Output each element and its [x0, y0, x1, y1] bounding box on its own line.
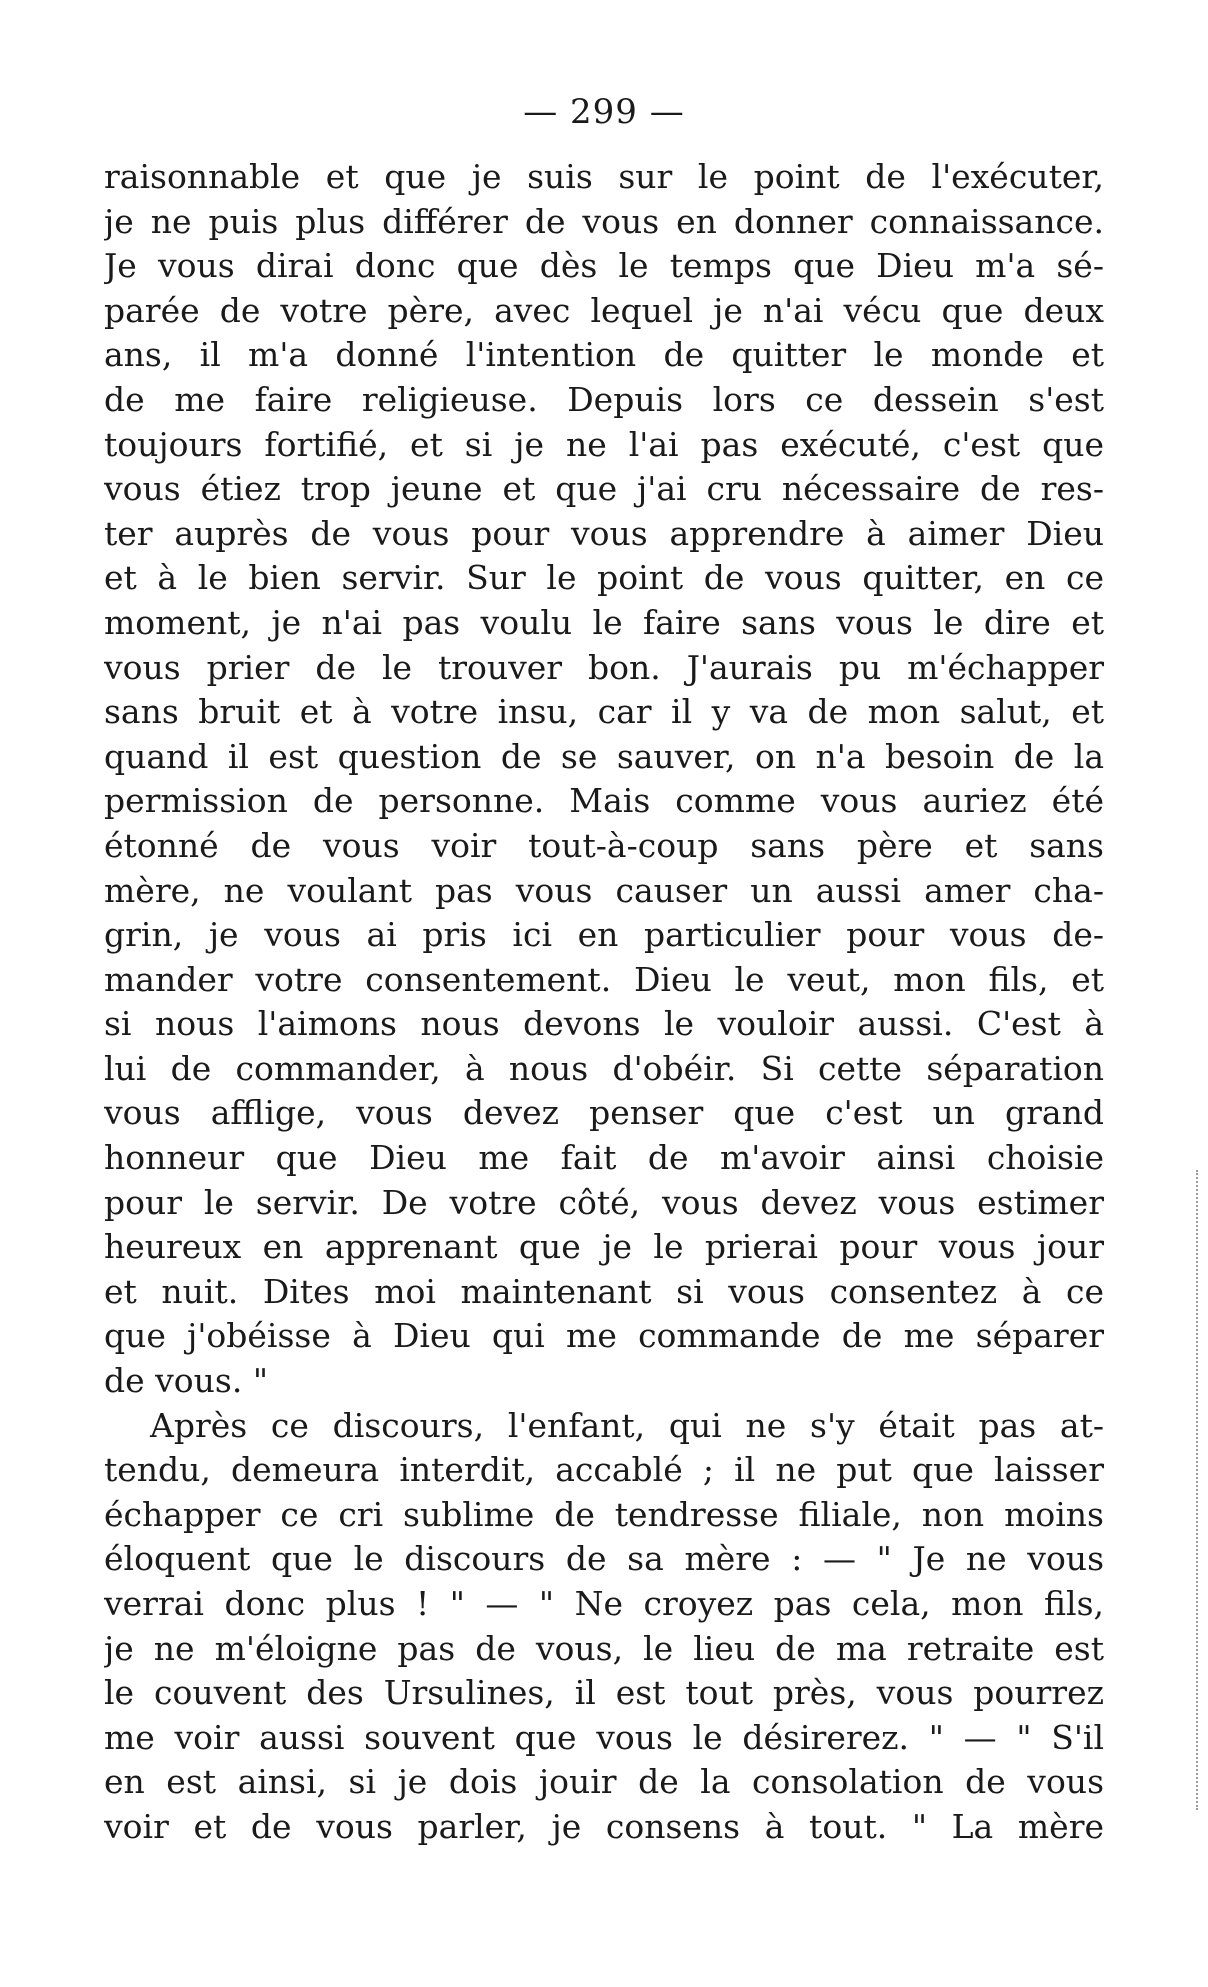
- text-line: mander votre consentement. Dieu le veut, mon fils, et: [104, 959, 1104, 999]
- text-line: étonné de vous voir tout-à-coup sans père et sans: [104, 825, 1104, 865]
- text-line: heureux en apprenant que je le prierai pour vous jour: [104, 1227, 1104, 1267]
- margin-dotted-rule: [1196, 1170, 1198, 1810]
- text-line: vous afflige, vous devez penser que c'est un grand: [104, 1093, 1104, 1133]
- text-line: lui de commander, à nous d'obéir. Si cette séparation: [104, 1048, 1104, 1088]
- text-line: mère, ne voulant pas vous causer un aussi amer cha-: [104, 870, 1104, 910]
- text-line: Après ce discours, l'enfant, qui ne s'y était pas at-: [150, 1405, 1104, 1445]
- text-line: en est ainsi, si je dois jouir de la consolation de vous: [104, 1762, 1104, 1802]
- text-line: honneur que Dieu me fait de m'avoir ainsi choisie: [104, 1138, 1104, 1178]
- text-line: ans, il m'a donné l'intention de quitter le monde et: [104, 335, 1104, 375]
- text-line: échapper ce cri sublime de tendresse filiale, non moins: [104, 1494, 1104, 1534]
- text-line: raisonnable et que je suis sur le point de l'exécuter,: [104, 157, 1104, 196]
- text-line: je ne m'éloigne pas de vous, le lieu de ma retraite est: [104, 1628, 1104, 1668]
- text-line: permission de personne. Mais comme vous auriez été: [104, 781, 1104, 821]
- text-line: grin, je vous ai pris ici en particulier pour vous de-: [104, 915, 1104, 955]
- text-line: Je vous dirai donc que dès le temps que Dieu m'a sé-: [104, 246, 1104, 286]
- text-line: me voir aussi souvent que vous le désirerez. " — " S'il: [104, 1717, 1104, 1757]
- text-line: et nuit. Dites moi maintenant si vous consentez à ce: [104, 1271, 1104, 1311]
- text-line: vous étiez trop jeune et que j'ai cru nécessaire de res-: [104, 469, 1104, 509]
- text-line: toujours fortifié, et si je ne l'ai pas exécuté, c'est que: [104, 424, 1104, 464]
- text-line: ter auprès de vous pour vous apprendre à aimer Dieu: [104, 513, 1104, 553]
- body-text: [104, 155, 1104, 1850]
- text-line: vous prier de le trouver bon. J'aurais pu m'échapper: [104, 647, 1104, 687]
- text-line: et à le bien servir. Sur le point de vous quitter, en ce: [104, 558, 1104, 598]
- text-line: que j'obéisse à Dieu qui me commande de me séparer: [104, 1316, 1104, 1356]
- text-line: de vous. ": [104, 1361, 269, 1401]
- text-line: verrai donc plus ! " — " Ne croyez pas cela, mon fils,: [104, 1584, 1104, 1623]
- text-line: sans bruit et à votre insu, car il y va de mon salut, et: [104, 692, 1104, 732]
- text-line: tendu, demeura interdit, accablé ; il ne put que laisser: [104, 1450, 1104, 1490]
- text-line: éloquent que le discours de sa mère : — " Je ne vous: [104, 1539, 1104, 1579]
- text-line: quand il est question de se sauver, on n'a besoin de la: [104, 736, 1104, 776]
- text-line: je ne puis plus différer de vous en donner connaissance.: [104, 201, 1104, 241]
- text-line: parée de votre père, avec lequel je n'ai vécu que deux: [104, 290, 1104, 330]
- text-line: voir et de vous parler, je consens à tout. " La mère: [104, 1806, 1104, 1846]
- text-line: pour le servir. De votre côté, vous devez vous estimer: [104, 1182, 1104, 1222]
- text-line: si nous l'aimons nous devons le vouloir aussi. C'est à: [104, 1004, 1104, 1044]
- text-line: moment, je n'ai pas voulu le faire sans vous le dire et: [104, 602, 1104, 642]
- page-number: — 299 —: [523, 92, 685, 132]
- text-line: de me faire religieuse. Depuis lors ce dessein s'est: [104, 379, 1104, 419]
- text-line: le couvent des Ursulines, il est tout près, vous pourrez: [104, 1673, 1104, 1713]
